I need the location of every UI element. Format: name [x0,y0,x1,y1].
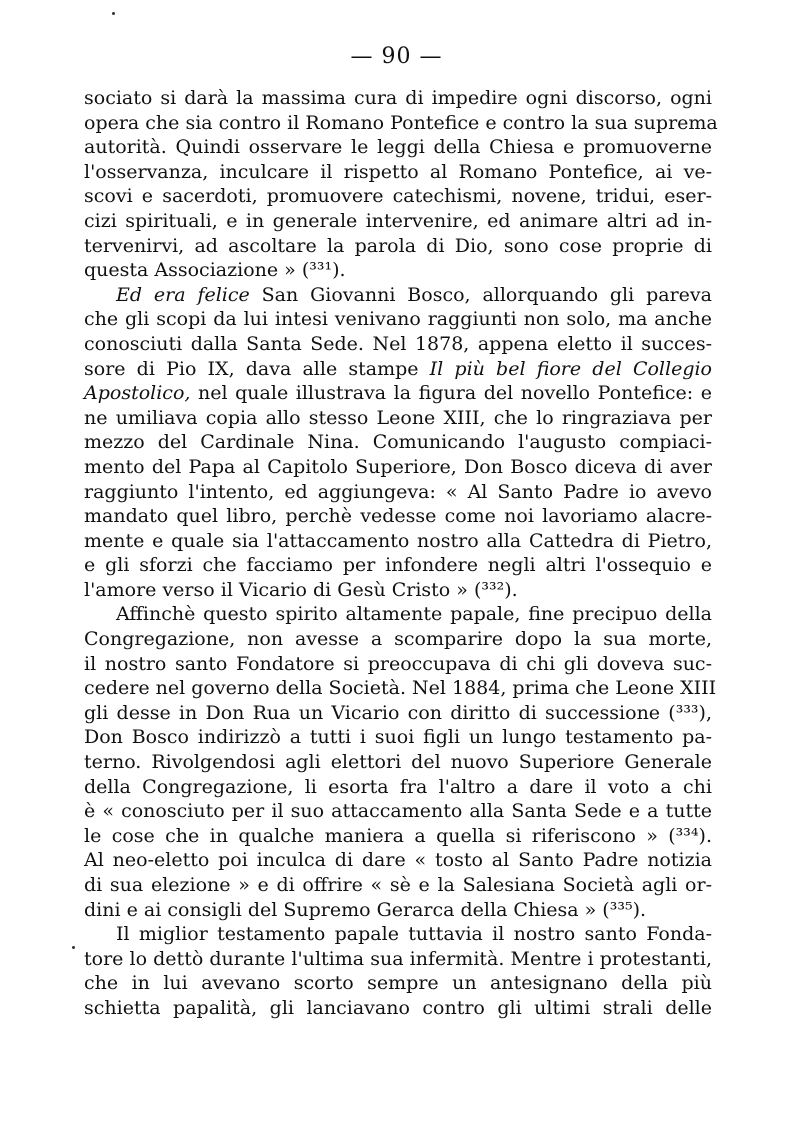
text-line: dini e ai consigli del Supremo Gerarca della Chiesa » (³³⁵). [84,898,647,921]
text-line: della Congregazione, li esorta fra l'altro a dare il voto a chi [84,775,712,798]
text-line: mente e quale sia l'attaccamento nostro alla Cattedra di Pietro, [84,529,712,552]
text-line: Affinchè questo spirito altamente papale, fine precipuo della [116,603,712,626]
text-line: l'osservanza, inculcare il rispetto al Romano Pontefice, ai ve- [84,160,712,183]
text-line: le cose che in qualche maniera a quella si riferiscono » (³³⁴). [84,824,712,847]
text-line: tervenirvi, ad ascoltare la parola di Dio, sono cose proprie di [84,234,712,257]
text-line: che in lui avevano scorto sempre un antesignano della più [84,972,712,995]
body-text [84,86,718,1021]
print-speck [112,12,115,15]
text-line: Don Bosco indirizzò a tutti i suoi figli un lungo testamento pa- [84,726,712,749]
text-line: Congregazione, non avesse a scomparire dopo la sua morte, [84,628,712,651]
text-line: conosciuti dalla Santa Sede. Nel 1878, appena eletto il succes- [84,332,712,355]
text-line: cedere nel governo della Società. Nel 1884, prima che Leone XIII [84,677,717,700]
text-line: raggiunto l'intento, ed aggiungeva: « Al Santo Padre io avevo [84,480,712,503]
print-speck [72,946,75,949]
text-line: di sua elezione » e di offrire « sè e la Salesiana Società agli or- [84,874,712,896]
text-line: mandato quel libro, perchè vedesse come noi lavoriamo alacre- [84,505,712,528]
text-line: autorità. Quindi osservare le leggi della Chiesa e promuoverne [84,136,712,159]
text-line: il nostro santo Fondatore si preoccupava di chi gli doveva suc- [84,652,712,675]
text-line: ne umiliava copia allo stesso Leone XIII, che lo ringraziava per [84,406,712,429]
text-line: e gli sforzi che facciamo per infondere negli altri l'ossequio e [84,554,712,577]
text-line: è « conosciuto per il suo attaccamento alla Santa Sede e a tutte [84,800,712,823]
text-line: tore lo dettò durante l'ultima sua infermità. Mentre i protestanti, [84,947,712,970]
text-line: sociato si darà la massima cura di impedire ogni discorso, ogni [84,87,712,109]
text-line: che gli scopi da lui intesi venivano raggiunti non solo, ma anche [84,308,712,331]
text-line: Ed era felice San Giovanni Bosco, allorquando gli pareva [116,283,712,306]
text-line: terno. Rivolgendosi agli elettori del nuovo Superiore Generale [84,751,712,774]
text-line: sore di Pio IX, dava alle stampe Il più bel fiore del Collegio [84,357,712,380]
text-line: mento del Papa al Capitolo Superiore, Don Bosco diceva di aver [84,455,712,478]
text-line: opera che sia contro il Romano Pontefice e contro la sua suprema [84,111,718,134]
text-line: Il miglior testamento papale tuttavia il nostro santo Fonda- [116,923,712,946]
text-line: cizi spirituali, e in generale intervenire, ed animare altri ad in- [84,209,712,232]
text-line: Al neo-eletto poi inculca di dare « tosto al Santo Padre notizia [84,849,712,872]
text-line: gli desse in Don Rua un Vicario con diritto di successione (³³³), [84,701,712,724]
text-line: schietta papalità, gli lanciavano contro gli ultimi strali delle [84,996,712,1019]
text-line: l'amore verso il Vicario di Gesù Cristo » (³³²). [84,578,518,601]
page-number: — 90 — [350,44,443,69]
text-line: mezzo del Cardinale Nina. Comunicando l'augusto compiaci- [84,431,712,454]
text-line: scovi e sacerdoti, promuovere catechismi, novene, tridui, eser- [84,185,712,208]
text-line: Apostolico, nel quale illustrava la figura del novello Pontefice: e [84,382,712,405]
text-line: questa Associazione » (³³¹). [84,259,346,282]
